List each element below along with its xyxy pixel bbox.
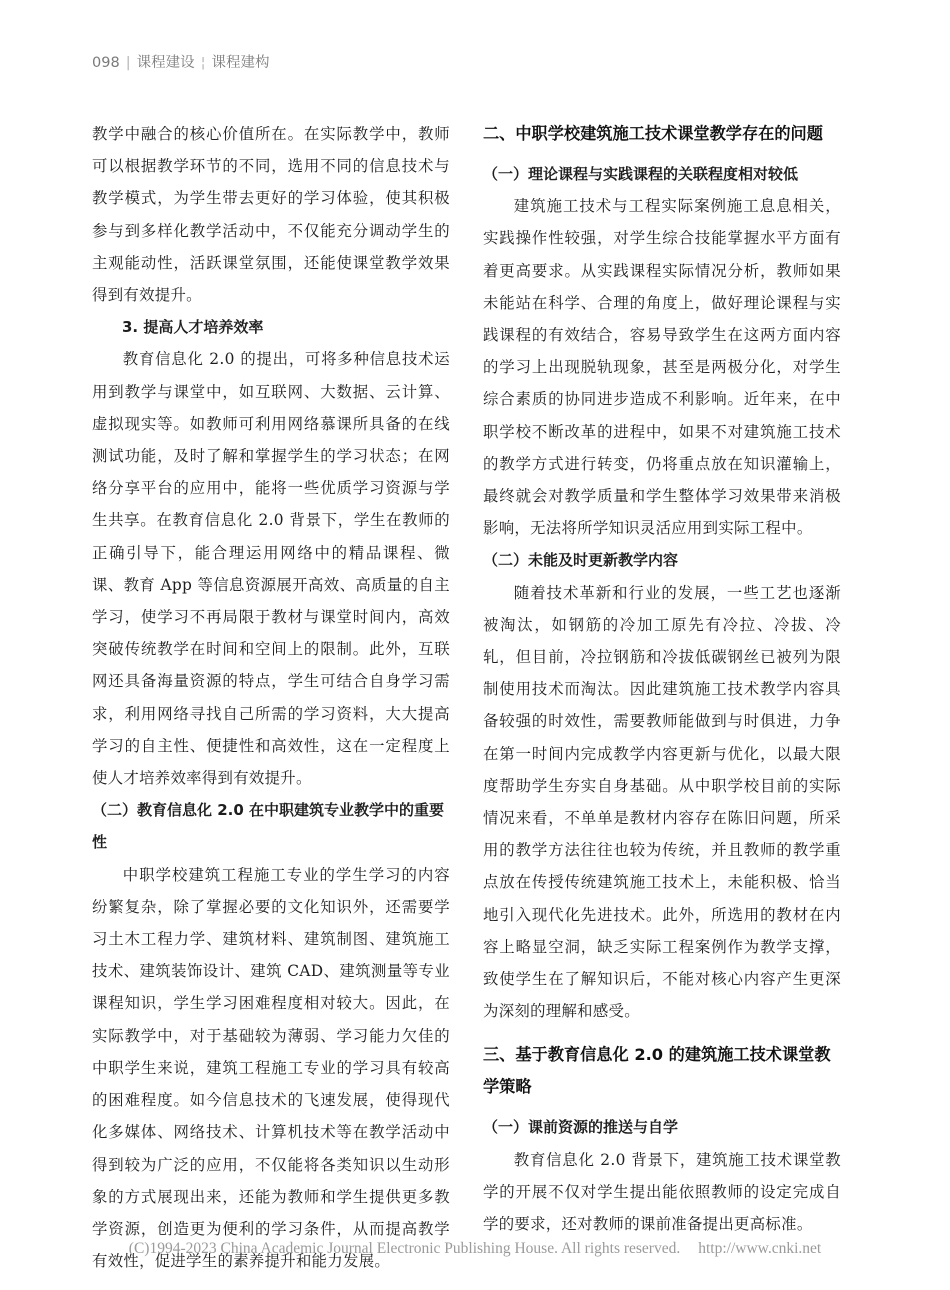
right-column	[483, 118, 841, 1240]
section-heading: 三、基于教育信息化 2.0 的建筑施工技术课堂教学策略	[483, 1045, 831, 1097]
section-heading: 二、中职学校建筑施工技术课堂教学存在的问题	[483, 124, 823, 143]
header-divider: ¦	[200, 55, 206, 71]
body-paragraph: 建筑施工技术与工程实际案例施工息息相关，实践操作性较强，对学生综合技能掌握水平方面有着更高要求。从实践课程实际情况分析，教师如果未能站在科学、合理的角度上，做好理论课程与实践课程的有效结合，容易导致学生在这两方面内容的学习上出现脱轨现象，甚至是两极分化，对学生综合素质的协同进步造成不利影响。近年来，在中职学校不断改革的进程中，如果不对建筑施工技术的教学方式进行转变，仍将重点放在知识灌输上，最终就会对教学质量和学生整体学习效果带来消极影响，无法将所学知识灵活应用到实际工程中。	[483, 197, 841, 538]
left-column	[92, 118, 450, 1277]
body-paragraph: 教育信息化 2.0 的提出，可将多种信息技术运用到教学与课堂中，如互联网、大数据、云计算、虚拟现实等。如教师可利用网络慕课所具备的在线测试功能，及时了解和掌握学生的学习状态；在网络分享平台的应用中，能将一些优质学习资源与学生共享。在教育信息化 2.0 背景下，学生在教师的正确引导下，能合理运用网络中的精品课程、微课、教育 App 等信息资源展开高效、高质量的自主学习，使学习不再局限于教材与课堂时间内，高效突破传统教学在时间和空间上的限制。此外，互联网还具备海量资源的特点，学生可结合自身学习需求，利用网络寻找自己所需的学习资料，大大提高学习的自主性、便捷性和高效性，这在一定程度上使人才培养效率得到有效提升。	[92, 350, 450, 788]
body-paragraph: 教育信息化 2.0 背景下，建筑施工技术课堂教学的开展不仅对学生提出能依照教师的设定完成自学的要求，还对教师的课前准备提出更高标准。	[483, 1150, 841, 1234]
copyright-text: (C)1994-2023 China Academic Journal Electronic Publishing House. All rights reserved.	[128, 1240, 681, 1257]
body-paragraph: 教学中融合的核心价值所在。在实际教学中，教师可以根据教学环节的不同，选用不同的信息技术与教学模式，为学生带去更好的学习体验，使其积极参与到多样化教学活动中，不仅能充分调动学生的主观能动性，活跃课堂氛围，还能使课堂教学效果得到有效提升。	[92, 125, 450, 305]
subsection-heading: 3. 提高人才培养效率	[122, 318, 264, 337]
header-subsection: 课程建构	[211, 55, 270, 71]
subsection-heading: （一）理论课程与实践课程的关联程度相对较低	[483, 165, 799, 183]
copyright-footer	[0, 1240, 950, 1258]
body-paragraph: 中职学校建筑工程施工专业的学生学习的内容纷繁复杂，除了掌握必要的文化知识外，还需要学习土木工程力学、建筑材料、建筑制图、建筑施工技术、建筑装饰设计、建筑 CAD、建筑测量等专业课程知识，学生学习困难程度相对较大。因此，在实际教学中，对于基础较为薄弱、学习能力欠佳的中职学生来说，建筑工程施工专业的学习具有较高的困难程度。如今信息技术的飞速发展，使得现代化多媒体、网络技术、计算机技术等在教学活动中得到较为广泛的应用，不仅能将各类知识以生动形象的方式展现出来，还能为教师和学生提供更多教学资源，创造更为便利的学习条件，从而提高教学有效性，促进学生的素养提升和能力发展。	[92, 865, 450, 1271]
running-header	[92, 51, 269, 72]
page-number: 098	[92, 55, 120, 71]
subsection-heading: （二）未能及时更新教学内容	[483, 551, 679, 570]
body-paragraph: 随着技术革新和行业的发展，一些工艺也逐渐被淘汰，如钢筋的冷加工原先有冷拉、冷拔、冷轧，但目前，冷拉钢筋和冷拔低碳钢丝已被列为限制使用技术而淘汰。因此建筑施工技术教学内容具备较强的时效性，需要教师能做到与时俱进，力争在第一时间内完成教学内容更新与优化，以最大限度帮助学生夯实自身基础。从中职学校目前的实际情况来看，不单单是教材内容存在陈旧问题，所采用的教学方法往往也较为传统，并且教师的教学重点放在传授传统建筑施工技术上，未能积极、恰当地引入现代化先进技术。此外，所选用的教材在内容上略显空洞，缺乏实际工程案例作为教学支撑，致使学生在了解知识后，不能对核心内容产生更深为深刻的理解和感受。	[483, 583, 841, 1021]
subsection-heading: （一）课前资源的推送与自学	[483, 1118, 679, 1137]
footer-url: http://www.cnki.net	[698, 1240, 822, 1257]
header-section: 课程建设	[136, 55, 195, 71]
header-divider: |	[125, 55, 131, 71]
subsection-heading: （二）教育信息化 2.0 在中职建筑专业教学中的重要性	[92, 801, 445, 852]
